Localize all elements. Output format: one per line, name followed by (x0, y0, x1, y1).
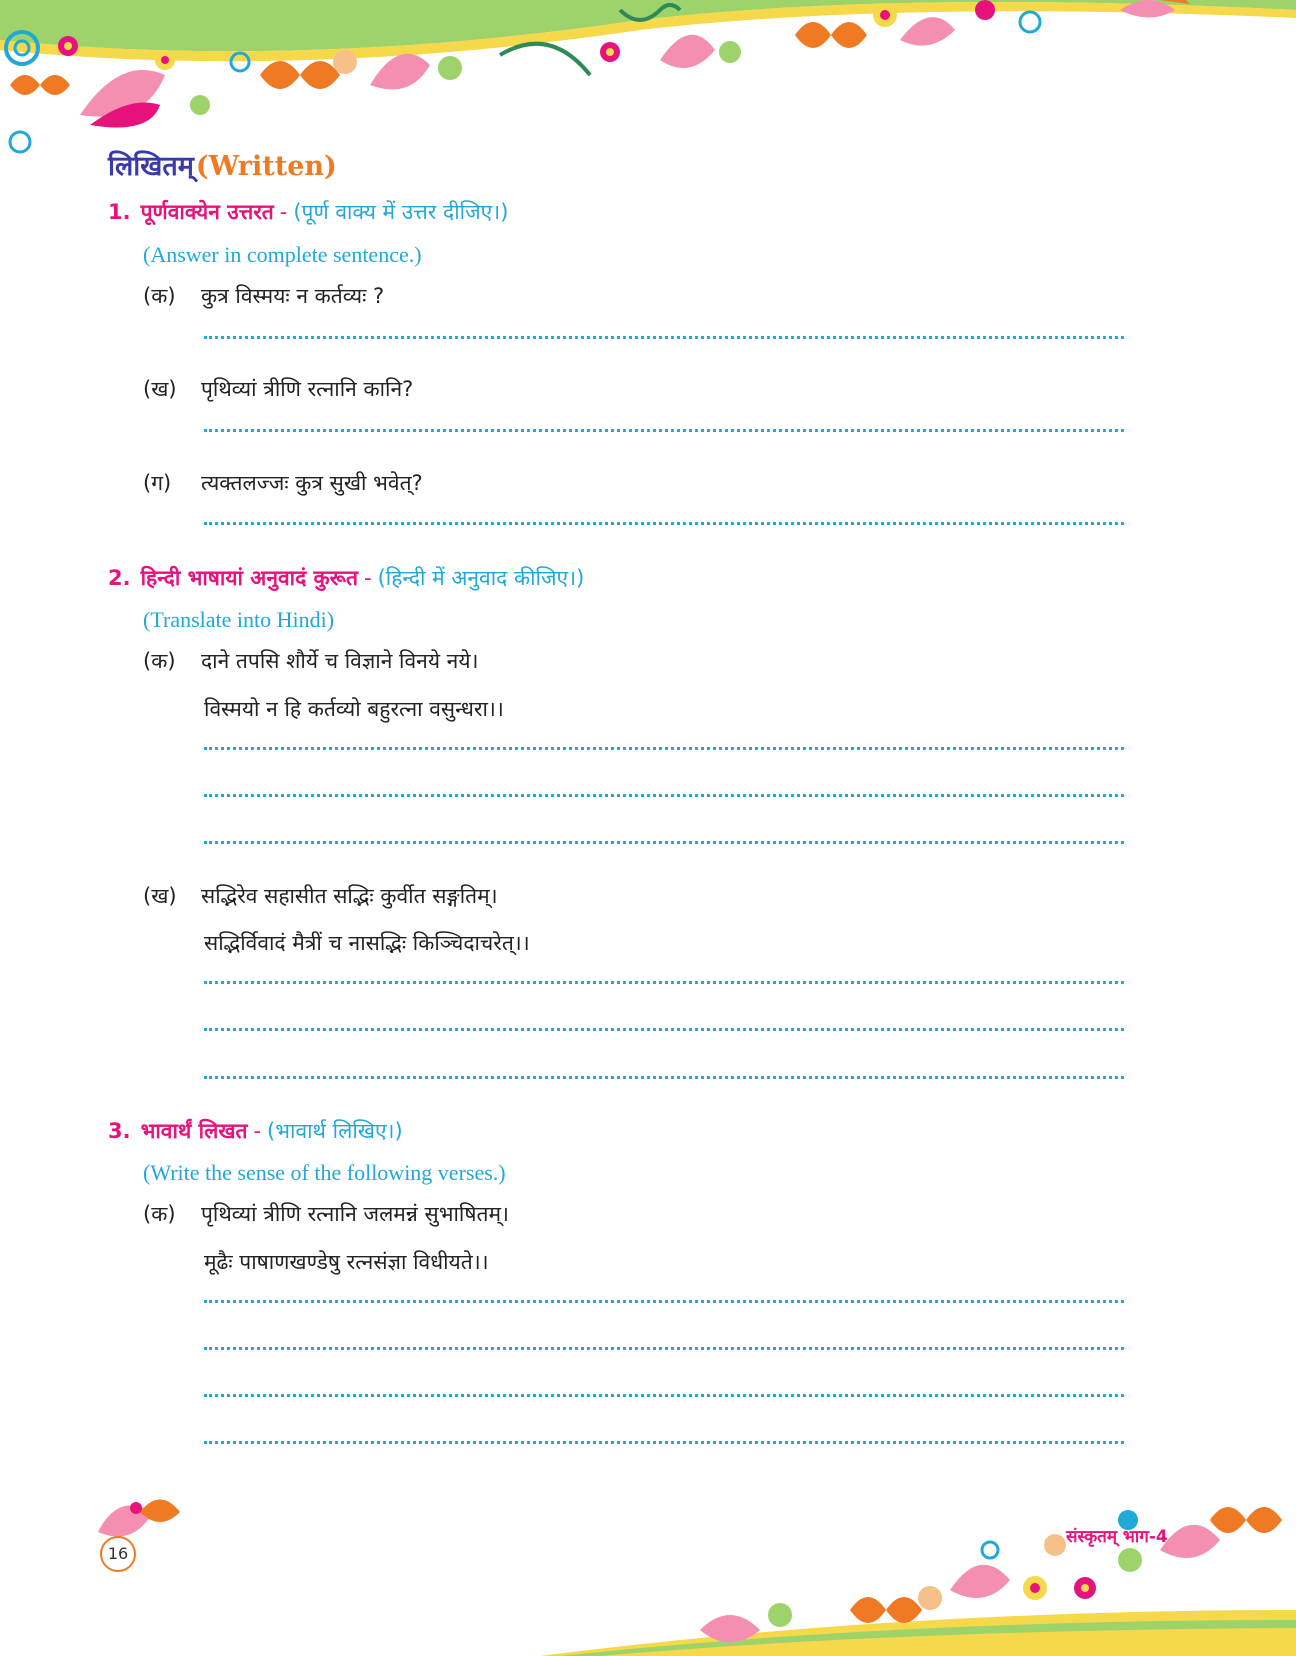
answer-line[interactable] (204, 522, 1124, 525)
question-1-title (108, 198, 508, 226)
question-hint: (भावार्थ लिखिए।) (267, 1119, 403, 1143)
question-dash: - (279, 200, 288, 224)
answer-line[interactable] (204, 747, 1124, 750)
heading-english: (Written) (195, 151, 337, 182)
question-3-item-ka (143, 1200, 509, 1228)
page-number: 16 (100, 1536, 136, 1572)
verse-line-1: सद्भिरेव सहासीत सद्भिः कुर्वीत सङ्गतिम्। (201, 884, 498, 908)
item-mark: (ग) (143, 471, 172, 495)
verse-line-1: पृथिव्यां त्रीणि रत्नानि जलमन्नं सुभाषितम्। (201, 1202, 509, 1226)
answer-line[interactable] (204, 1028, 1124, 1031)
verse-line-1: दाने तपसि शौर्ये च विज्ञाने विनये नये। (201, 649, 479, 673)
bottom-floral-border (0, 1460, 1296, 1656)
verse-line-2: मूढैः पाषाणखण्डेषु रत्नसंज्ञा विधीयते।। (204, 1250, 489, 1274)
question-2-english: (Translate into Hindi) (143, 607, 335, 632)
question-number: 3. (108, 1119, 131, 1143)
question-hint: (हिन्दी में अनुवाद कीजिए।) (377, 566, 585, 590)
book-title: संस्कृतम् भाग-4 (1066, 1527, 1168, 1547)
question-3-english: (Write the sense of the following verses.) (143, 1160, 506, 1185)
question-dash: - (253, 1119, 262, 1143)
question-2-title (108, 564, 584, 592)
question-dash: - (363, 566, 372, 590)
question-number: 1. (108, 200, 131, 224)
item-mark: (क) (143, 284, 176, 308)
item-mark: (ख) (143, 377, 177, 401)
question-instruction: पूर्णवाक्येन उत्तरत (140, 200, 274, 224)
answer-line[interactable] (204, 1441, 1124, 1444)
question-2-item-kha (143, 882, 498, 910)
answer-line[interactable] (204, 1394, 1124, 1397)
answer-line[interactable] (204, 841, 1124, 844)
question-instruction: भावार्थं लिखत (140, 1119, 248, 1143)
question-2-item-ka (143, 647, 478, 675)
question-1-item-ga (143, 469, 423, 497)
answer-line[interactable] (204, 981, 1124, 984)
question-number: 2. (108, 566, 131, 590)
answer-line[interactable] (204, 429, 1124, 432)
verse-line-2: सद्भिर्विवादं मैत्रीं च नासद्भिः किञ्चिदाचरेत्।। (204, 931, 530, 955)
item-mark: (क) (143, 649, 176, 673)
answer-line[interactable] (204, 794, 1124, 797)
question-1-item-ka (143, 282, 384, 310)
section-heading (108, 146, 337, 183)
question-1-english: (Answer in complete sentence.) (143, 242, 422, 267)
answer-line[interactable] (204, 1076, 1124, 1079)
item-mark: (क) (143, 1202, 176, 1226)
item-mark: (ख) (143, 884, 177, 908)
answer-line[interactable] (204, 1347, 1124, 1350)
answer-line[interactable] (204, 336, 1124, 339)
item-text: त्यक्तलज्जः कुत्र सुखी भवेत्? (201, 471, 423, 495)
question-instruction: हिन्दी भाषायां अनुवादं कुरूत (140, 566, 358, 590)
verse-line-2: विस्मयो न हि कर्तव्यो बहुरत्ना वसुन्धरा।। (204, 697, 504, 721)
heading-hindi: लिखितम् (108, 151, 194, 182)
item-text: पृथिव्यां त्रीणि रत्नानि कानि? (201, 377, 414, 401)
question-1-item-kha (143, 375, 413, 403)
answer-line[interactable] (204, 1300, 1124, 1303)
question-hint: (पूर्ण वाक्य में उत्तर दीजिए।) (293, 200, 509, 224)
item-text: कुत्र विस्मयः न कर्तव्यः ? (201, 284, 385, 308)
question-3-title (108, 1117, 403, 1145)
